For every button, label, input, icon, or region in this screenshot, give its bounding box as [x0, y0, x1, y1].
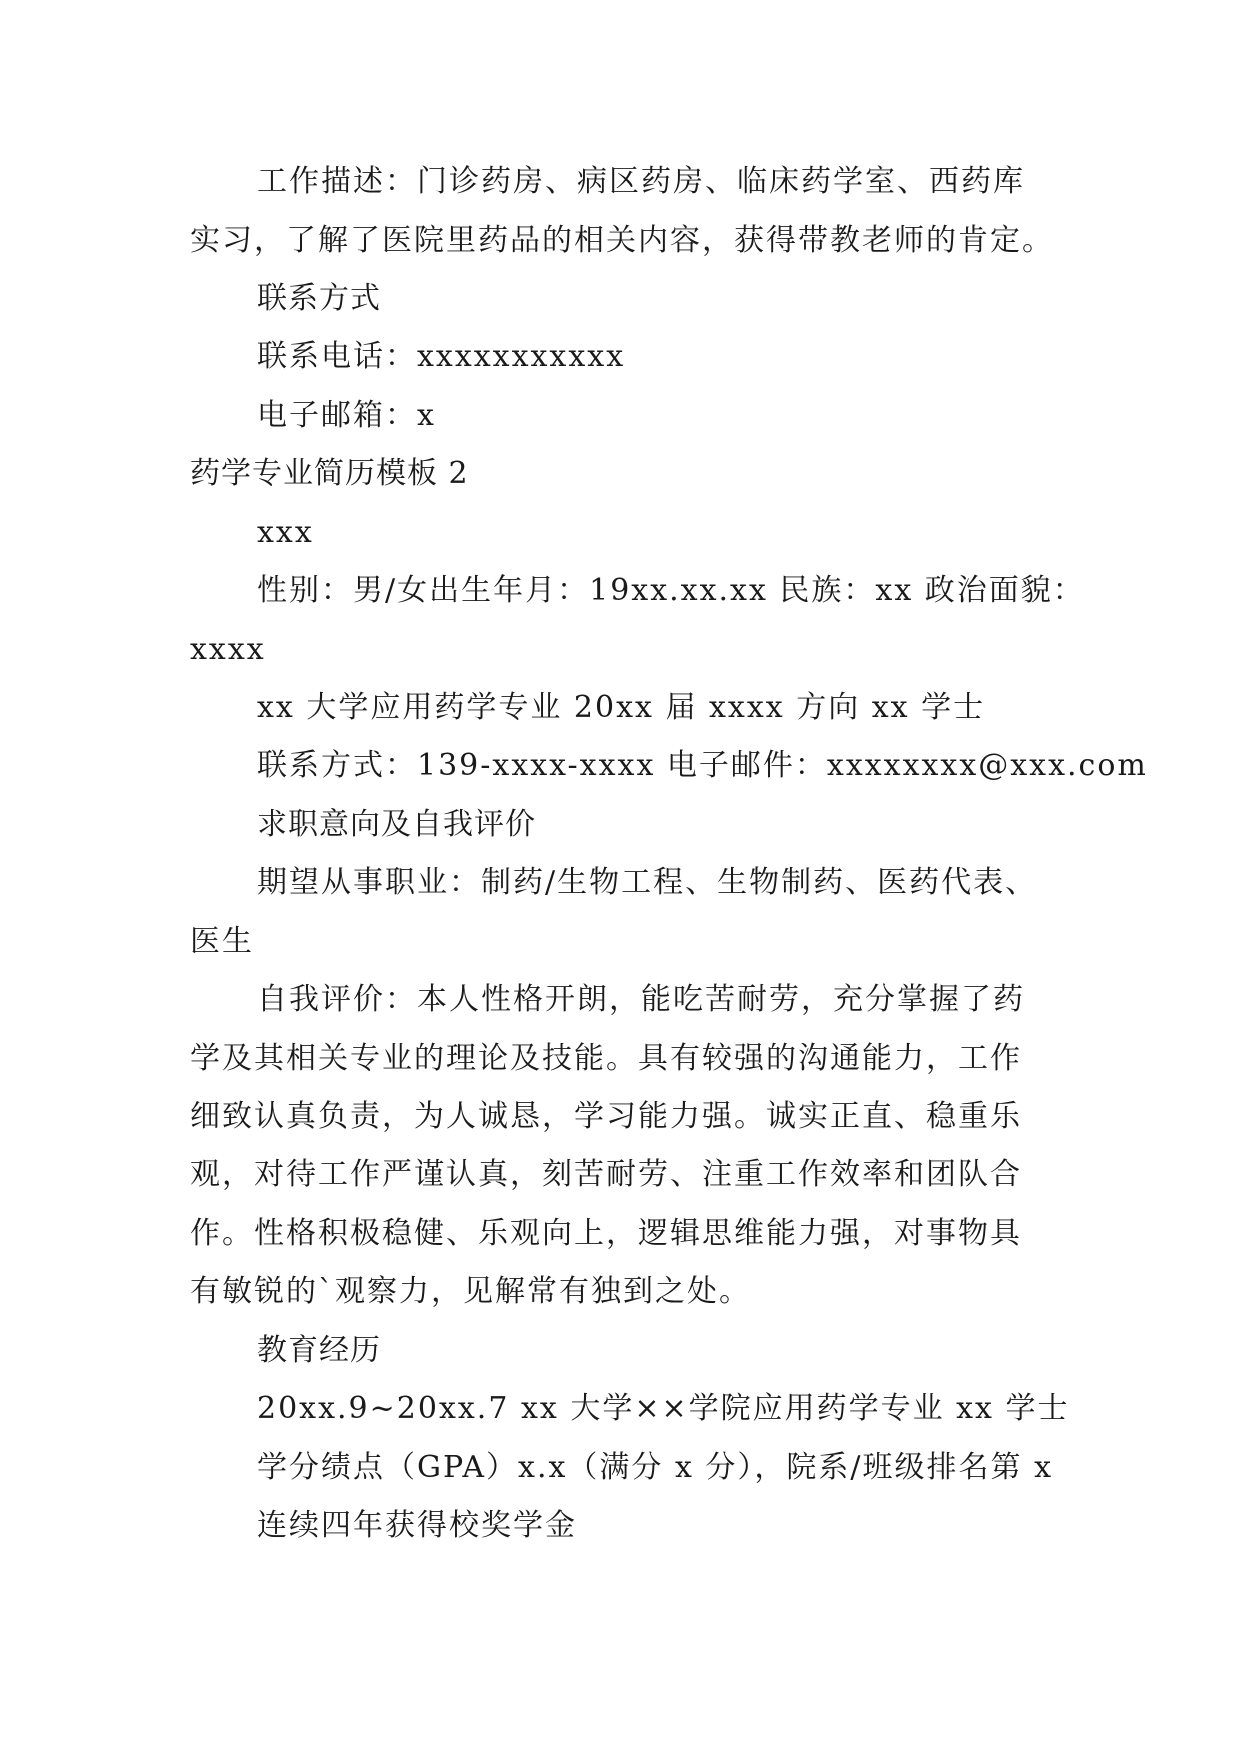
contact-info: 联系方式：139-xxxx-xxxx 电子邮件：xxxxxxxx@xxx.com: [257, 748, 1148, 783]
work-description-line-2: 实习，了解了医院里药品的相关内容，获得带教老师的肯定。: [190, 223, 1054, 258]
objective-heading: 求职意向及自我评价: [257, 807, 536, 842]
scholarship-line: 连续四年获得校奖学金: [257, 1508, 577, 1543]
desired-job-line-1: 期望从事职业：制药/生物工程、生物制药、医药代表、: [257, 865, 1038, 900]
education-summary: xx 大学应用药学专业 20xx 届 xxxx 方向 xx 学士: [257, 690, 986, 725]
work-description-line-1: 工作描述：门诊药房、病区药房、临床药学室、西药库: [257, 164, 1025, 199]
personal-info-line-1: 性别：男/女出生年月：19xx.xx.xx 民族：xx 政治面貌：: [257, 573, 1085, 608]
education-entry: 20xx.9~20xx.7 xx 大学××学院应用药学专业 xx 学士: [257, 1391, 1070, 1426]
gpa-line: 学分绩点（GPA）x.x（满分 x 分），院系/班级排名第 x: [257, 1450, 1053, 1485]
self-evaluation-line-5: 作。性格积极稳健、乐观向上，逻辑思维能力强，对事物具: [190, 1216, 1022, 1251]
contact-phone: 联系电话：xxxxxxxxxxx: [257, 339, 626, 374]
self-evaluation-line-6: 有敏锐的`观察力，见解常有独到之处。: [190, 1274, 751, 1309]
self-evaluation-line-1: 自我评价：本人性格开朗，能吃苦耐劳，充分掌握了药: [257, 982, 1025, 1017]
template-title: 药学专业简历模板 2: [190, 456, 469, 491]
candidate-name: xxx: [257, 515, 314, 550]
self-evaluation-line-4: 观，对待工作严谨认真，刻苦耐劳、注重工作效率和团队合: [190, 1157, 1022, 1192]
contact-heading: 联系方式: [257, 281, 381, 316]
self-evaluation-line-3: 细致认真负责，为人诚恳，学习能力强。诚实正直、稳重乐: [190, 1099, 1022, 1134]
self-evaluation-line-2: 学及其相关专业的理论及技能。具有较强的沟通能力，工作: [190, 1041, 1022, 1076]
education-heading: 教育经历: [257, 1333, 381, 1368]
personal-info-line-2: xxxx: [190, 632, 266, 667]
desired-job-line-2: 医生: [190, 924, 254, 959]
contact-email: 电子邮箱：x: [257, 398, 436, 433]
